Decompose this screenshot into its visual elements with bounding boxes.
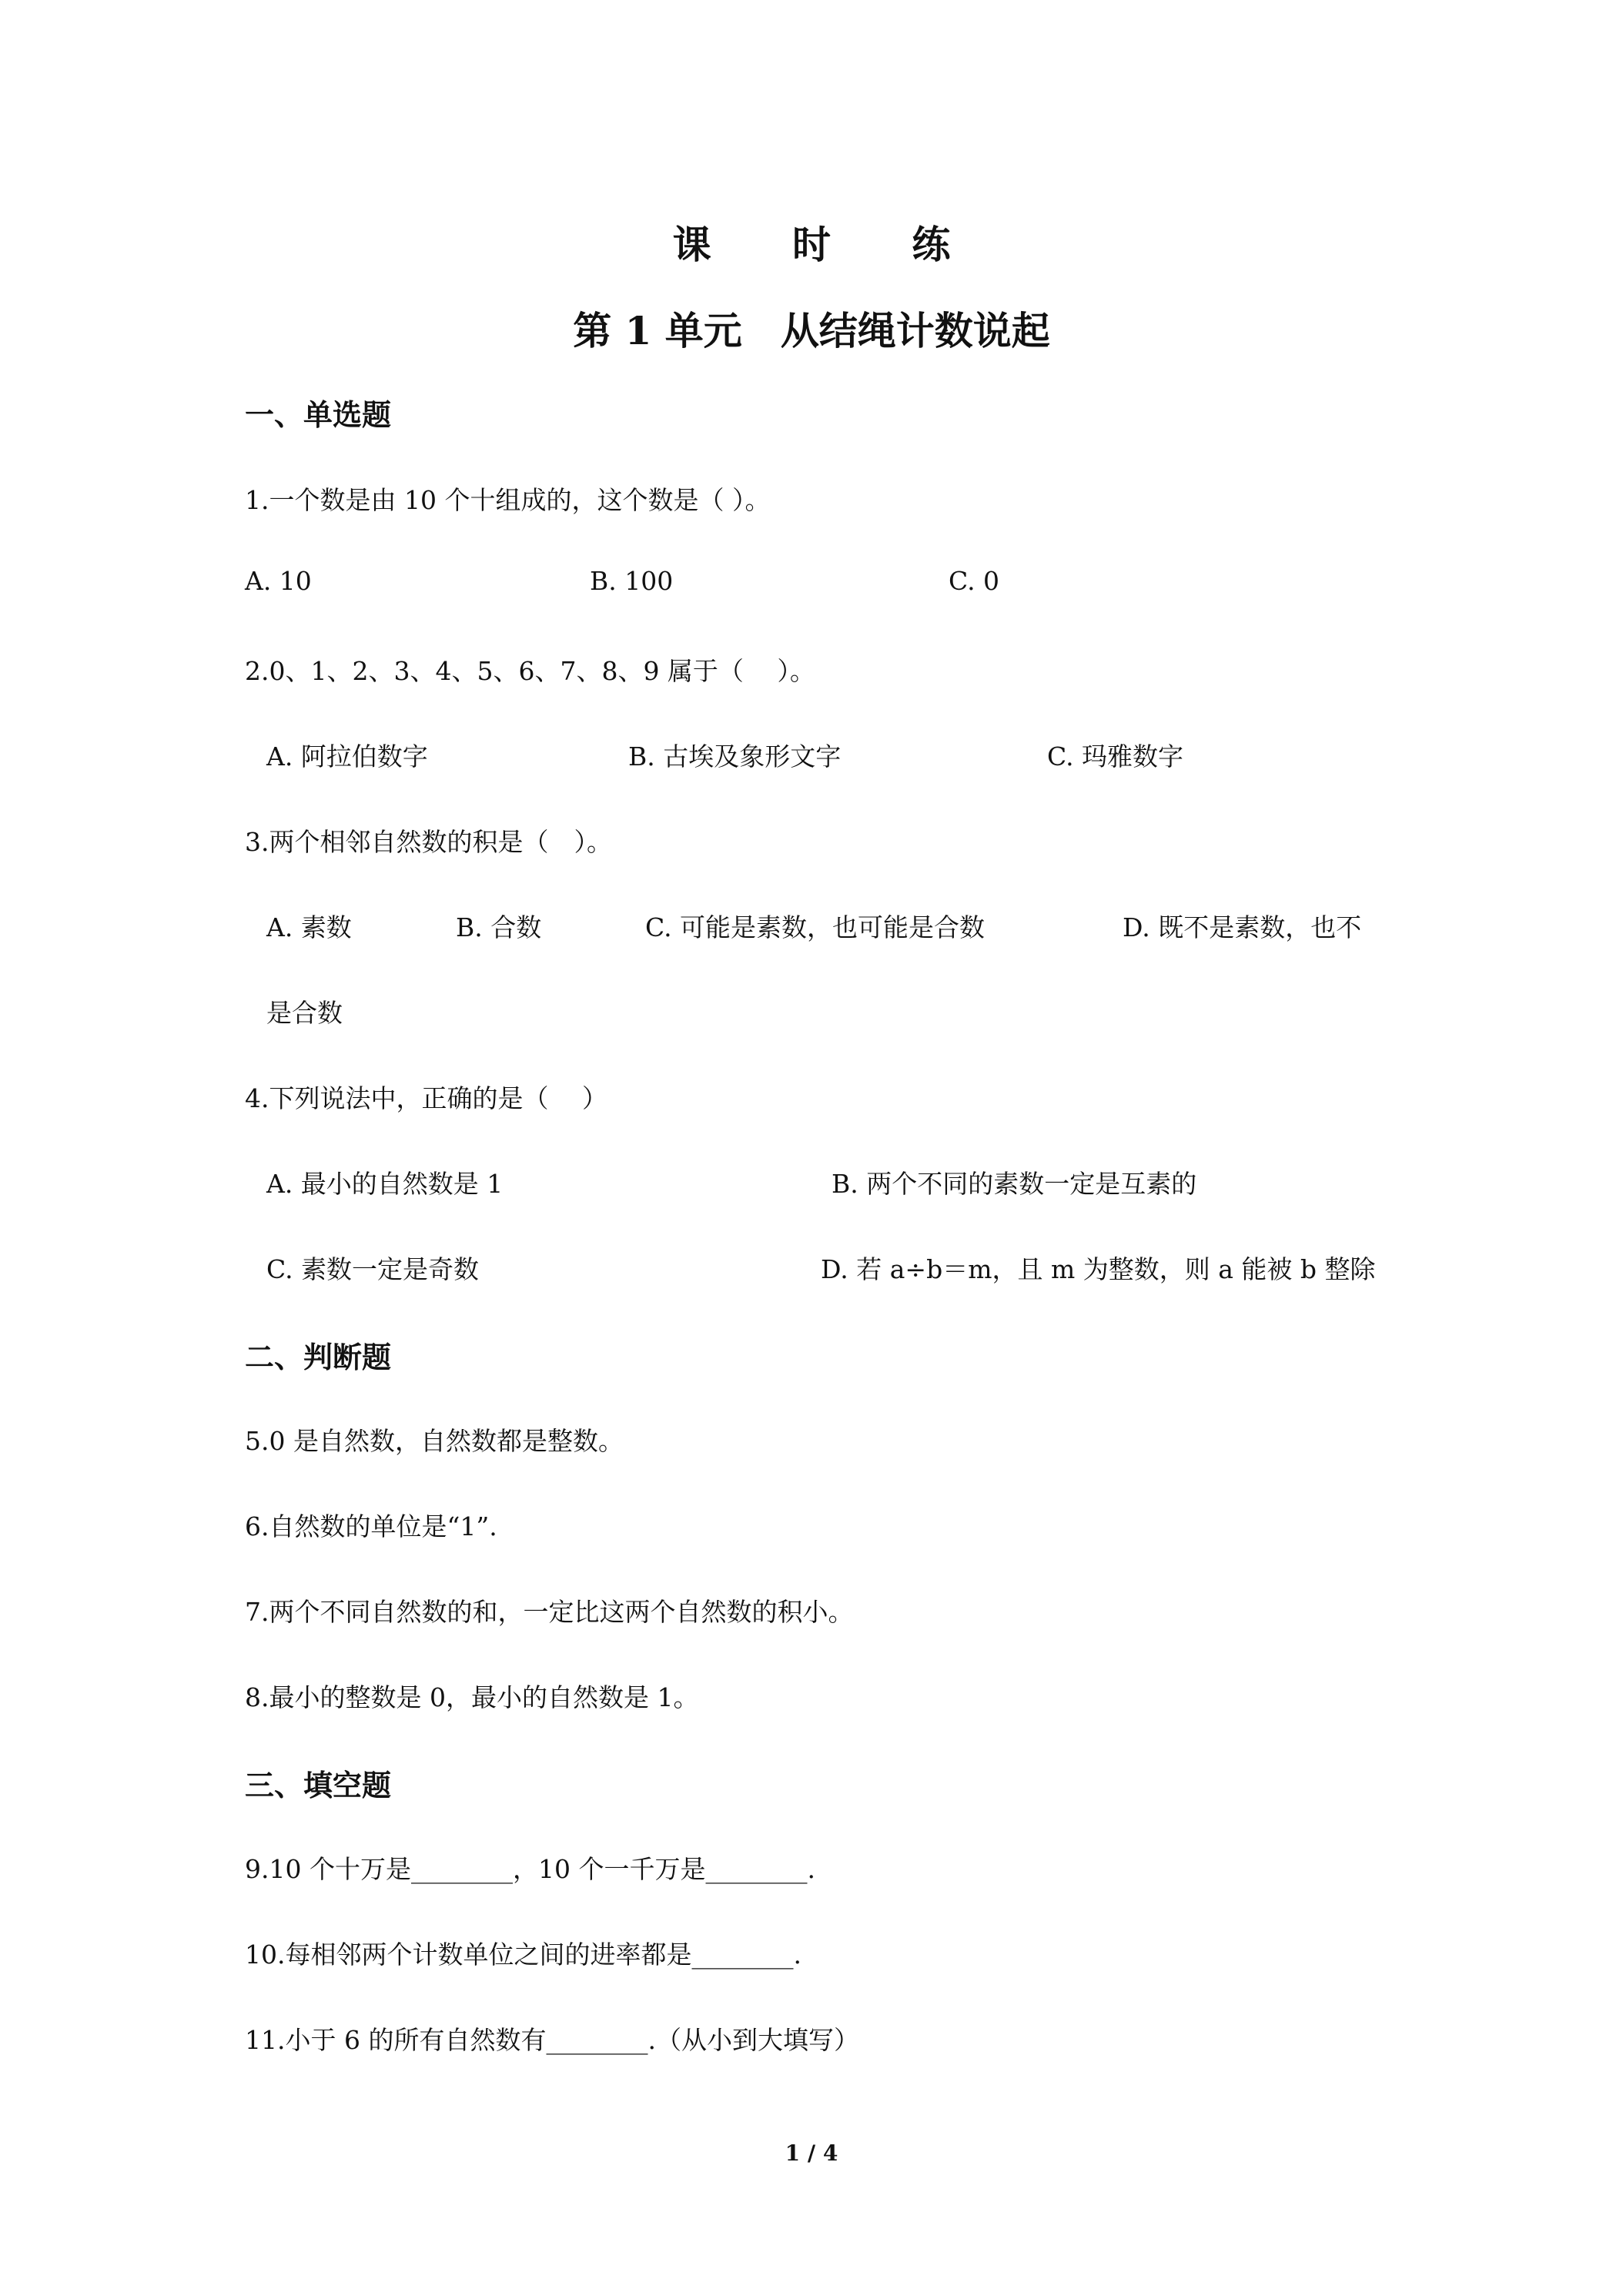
section-heading-fill-blank: 三、填空题 [245,1768,392,1802]
question-4: 4.下列说法中，正确的是（ ） [245,1083,607,1113]
question-1-option-a: A. 10 [245,566,312,596]
page-title: 课 时 练 [672,222,985,267]
question-5: 5.0 是自然数，自然数都是整数。 [245,1426,624,1456]
question-8: 8.最小的整数是 0，最小的自然数是 1。 [245,1682,699,1712]
question-4-option-b: B. 两个不同的素数一定是互素的 [832,1169,1197,1199]
page-number: 1 / 4 [785,2140,838,2166]
question-1-option-b: B. 100 [590,566,674,596]
question-9: 9.10 个十万是________，10 个一千万是________. [245,1854,815,1884]
question-2-option-c: C. 玛雅数字 [1047,741,1184,771]
question-3: 3.两个相邻自然数的积是（ ）。 [245,827,612,857]
question-2-option-b: B. 古埃及象形文字 [628,741,842,771]
question-10: 10.每相邻两个计数单位之间的进率都是________. [245,1940,801,1970]
question-1-option-c: C. 0 [949,566,1000,596]
question-7: 7.两个不同自然数的和，一定比这两个自然数的积小。 [245,1597,854,1627]
question-3-option-b: B. 合数 [456,912,542,942]
section-heading-true-false: 二、判断题 [245,1340,392,1374]
question-4-option-c: C. 素数一定是奇数 [266,1254,480,1284]
page-subtitle: 第 1 单元 从结绳计数说起 [573,308,1050,353]
question-3-option-c: C. 可能是素数，也可能是合数 [645,912,986,942]
question-2: 2.0、1、2、3、4、5、6、7、8、9 属于（ ）。 [245,656,815,686]
question-1: 1.一个数是由 10 个十组成的，这个数是（ ）。 [245,485,771,515]
question-3-option-a: A. 素数 [266,912,352,942]
question-3-option-d: D. 既不是素数，也不 [1123,912,1362,942]
question-2-option-a: A. 阿拉伯数字 [266,741,428,771]
question-6: 6.自然数的单位是“1”. [245,1511,497,1541]
question-4-option-d: D. 若 a÷b＝m，且 m 为整数，则 a 能被 b 整除 [821,1254,1376,1284]
question-3-option-d-continued: 是合数 [266,998,343,1028]
section-heading-single-choice: 一、单选题 [245,397,392,432]
question-4-option-a: A. 最小的自然数是 1 [266,1169,504,1199]
question-11: 11.小于 6 的所有自然数有________.（从小到大填写） [245,2025,859,2055]
